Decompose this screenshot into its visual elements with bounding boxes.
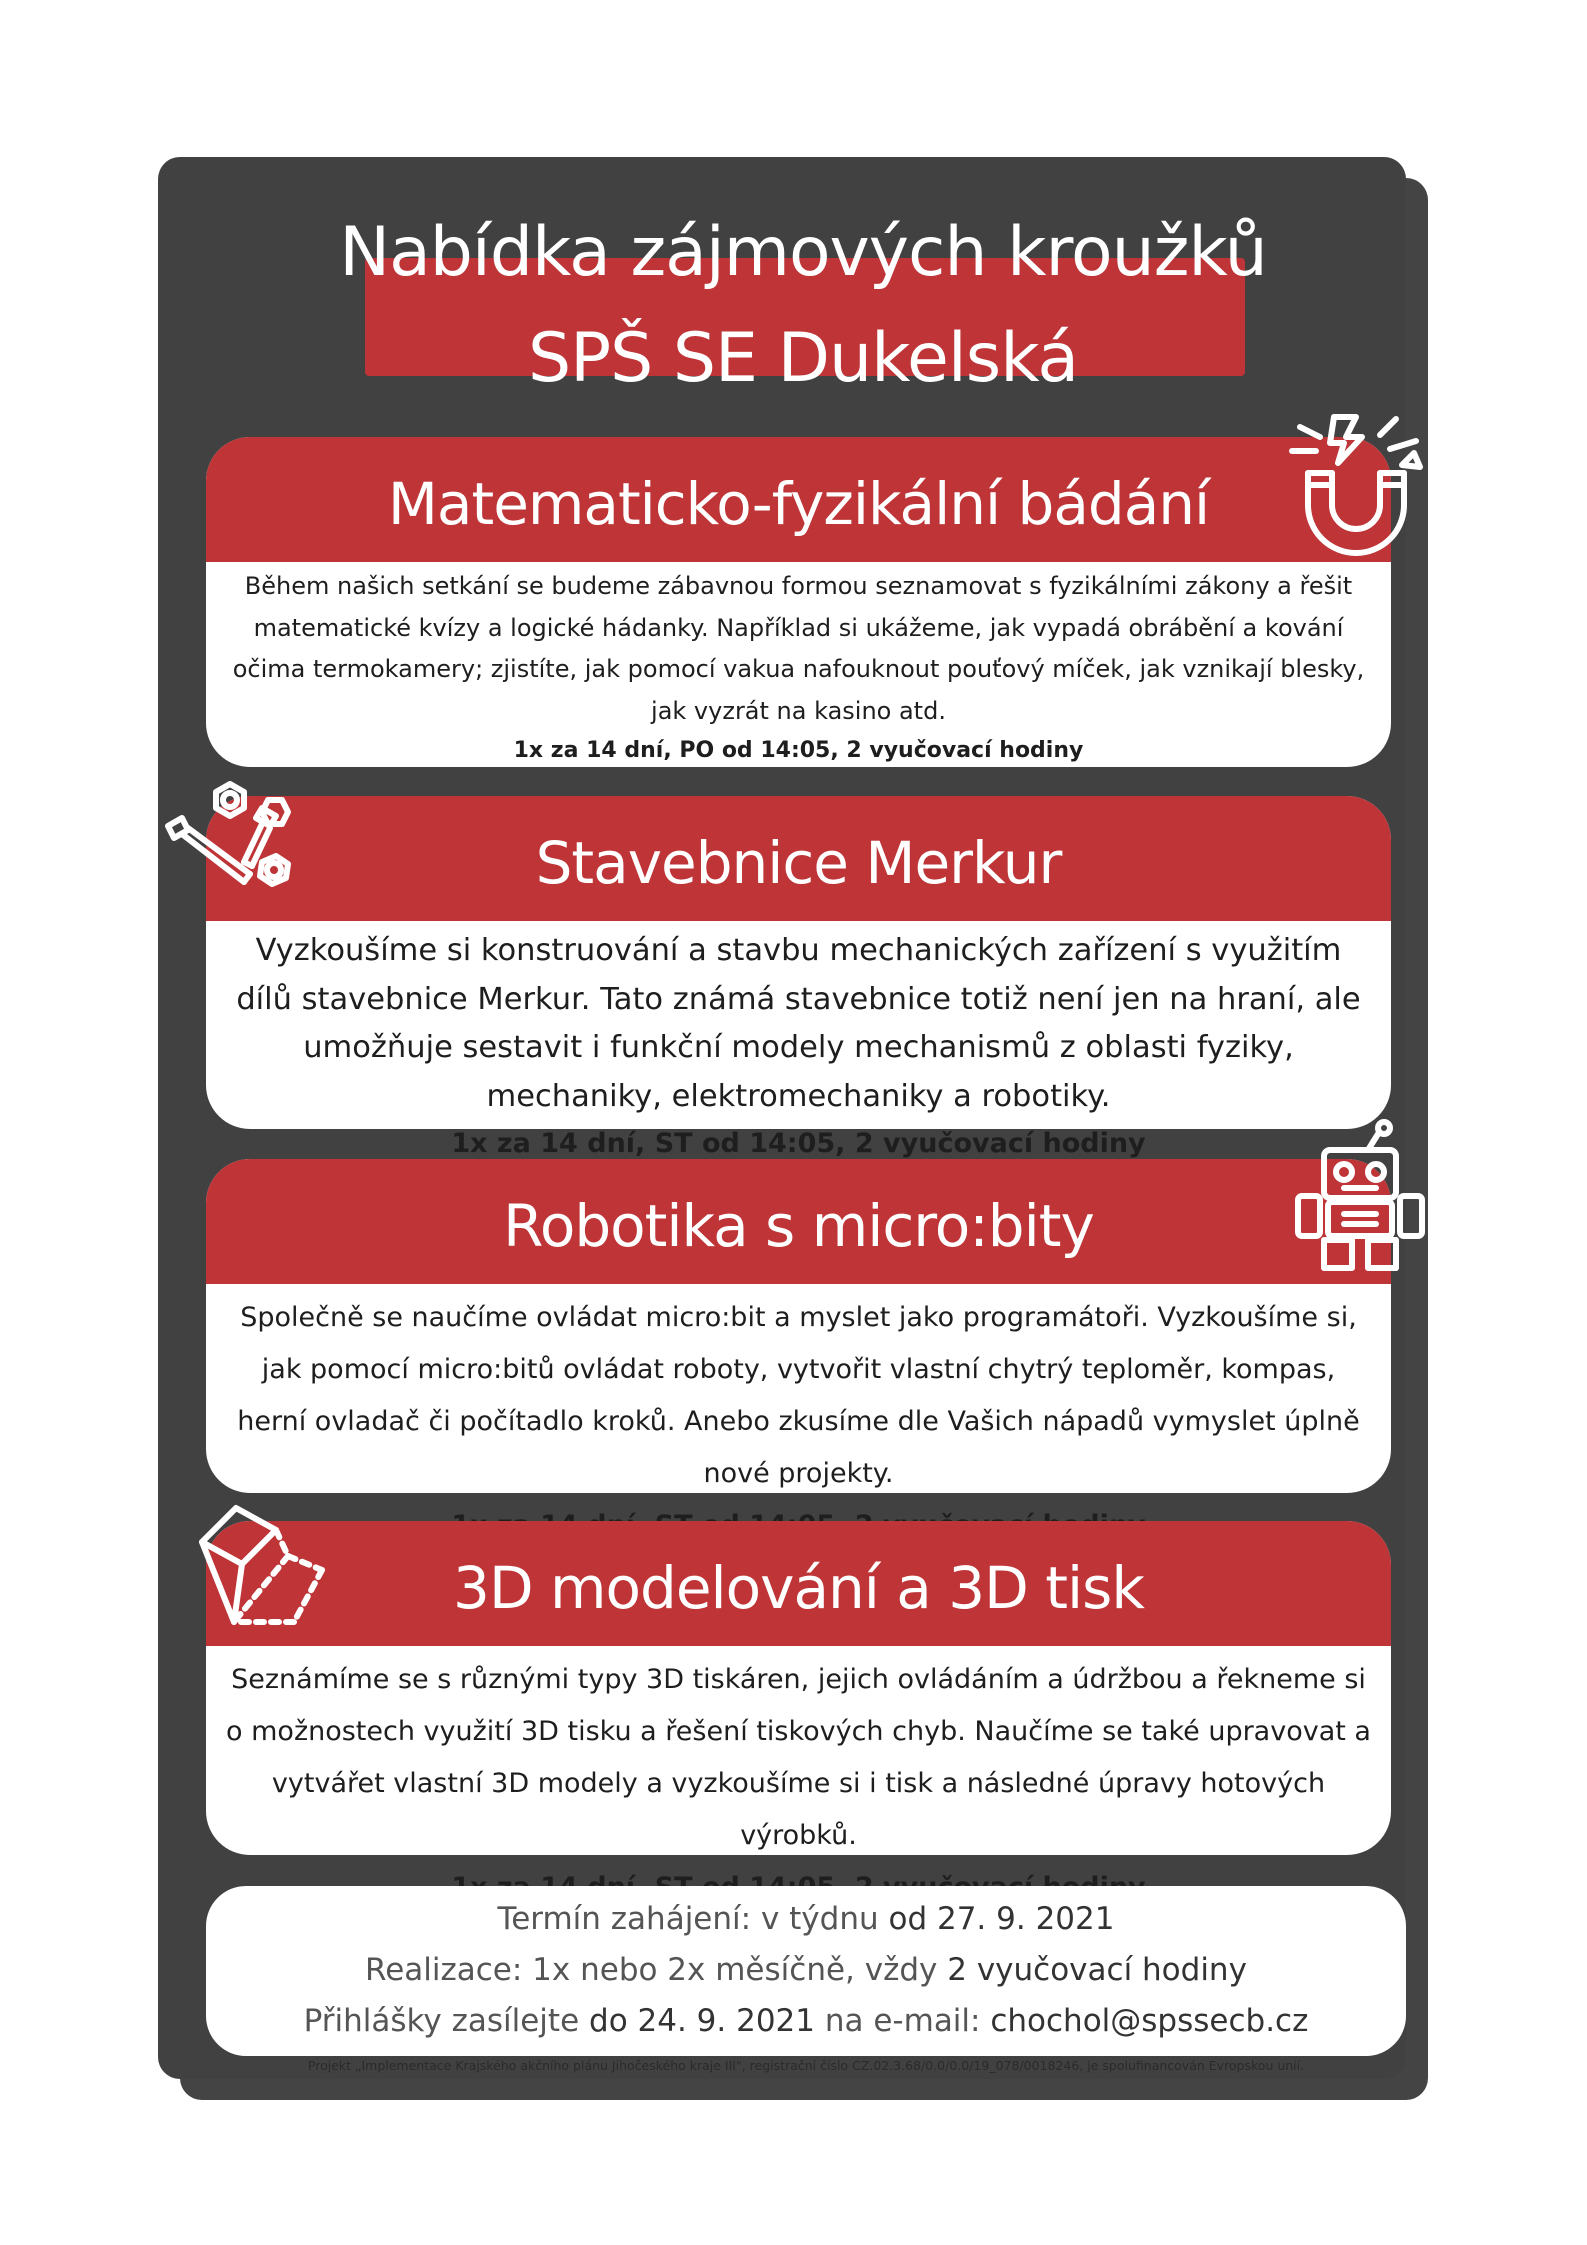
project-footnote: Projekt „Implementace Krajského akčního plánu Jihočeského kraje III", registrační číslo CZ.02.3.68/0.0/0.0/19_078/0018246, je spolufinancován Evropskou unií. [307,2058,1305,2073]
club-description: Společně se naučíme ovládat micro:bit a myslet jako programátoři. Vyzkoušíme si, jak pomocí micro:bitů ovládat roboty, vytvořit vlastní chytrý teploměr, kompas, herní ovladač či počítadlo kroků. Anebo zkusíme dle Vašich nápadů vymyslet úplně nové projekty. [237,1302,1360,1489]
signup-mid: na e-mail: [824,2003,981,2039]
club-title: Matematicko-fyzikální bádání [206,437,1391,562]
club-card-3d-printing [206,1521,1391,1855]
club-title: Stavebnice Merkur [206,796,1391,921]
signup-label: Přihlášky zasílejte [303,2003,580,2039]
club-schedule: 1x za 14 dní, ST od 14:05, 2 vyučovací hodiny [451,1128,1146,1159]
signup-email-link[interactable]: chochol@spssecb.cz [990,2003,1309,2039]
page-title-line1: Nabídka zájmových kroužků [339,213,1267,292]
start-date-line [206,1894,1406,1945]
page-title-line2: SPŠ SE Dukelská [527,319,1079,398]
club-schedule: 1x za 14 dní, PO od 14:05, 2 vyučovací hodiny [513,738,1084,763]
realization-value: 2 vyučovací hodiny [947,1952,1247,1988]
club-description: Vyzkoušíme si konstruování a stavbu mechanických zařízení s využitím dílů stavebnice Merkur. Tato známá stavebnice totiž není jen na hraní, ale umožňuje sestavit i funkční modely mechanismů z oblasti fyziky, mechaniky, elektromechaniky a robotiky. [236,933,1361,1114]
start-label: Termín zahájení: v týdnu [497,1901,879,1937]
club-card-robotics [206,1159,1391,1493]
info-box [206,1886,1406,2073]
club-description: Během našich setkání se budeme zábavnou formou seznamovat s fyzikálními zákony a řešit matematické kvízy a logické hádanky. Například si ukážeme, jak vypadá obrábění a kování očima termokamery; zjistíte, jak pomocí vakua nafouknout pouťový míček, jak vznikají blesky, jak vyzrát na kasino atd. [232,572,1365,725]
club-title: 3D modelování a 3D tisk [206,1521,1391,1646]
club-card-math-physics [206,437,1391,767]
cube-icon [196,1502,331,1632]
magnet-icon [1286,405,1426,550]
robot-icon [1288,1116,1433,1276]
page-title [158,200,1448,412]
signup-deadline: do 24. 9. 2021 [589,2003,815,2039]
club-description: Seznámíme se s různými typy 3D tiskáren, jejich ovládáním a údržbou a řekneme si o možnostech využití 3D tisku a řešení tiskových chyb. Naučíme se také upravovat a vytvářet vlastní 3D modely a vyzkoušíme si i tisk a následné úpravy hotových výrobků. [226,1664,1371,1851]
signup-line [206,1996,1406,2047]
start-value: od 27. 9. 2021 [888,1901,1115,1937]
realization-label: Realizace: 1x nebo 2x měsíčně, vždy [365,1952,938,1988]
bolts-and-nuts-icon [158,778,313,908]
club-title: Robotika s micro:bity [206,1159,1391,1284]
realization-line [206,1945,1406,1996]
club-card-merkur [206,796,1391,1159]
